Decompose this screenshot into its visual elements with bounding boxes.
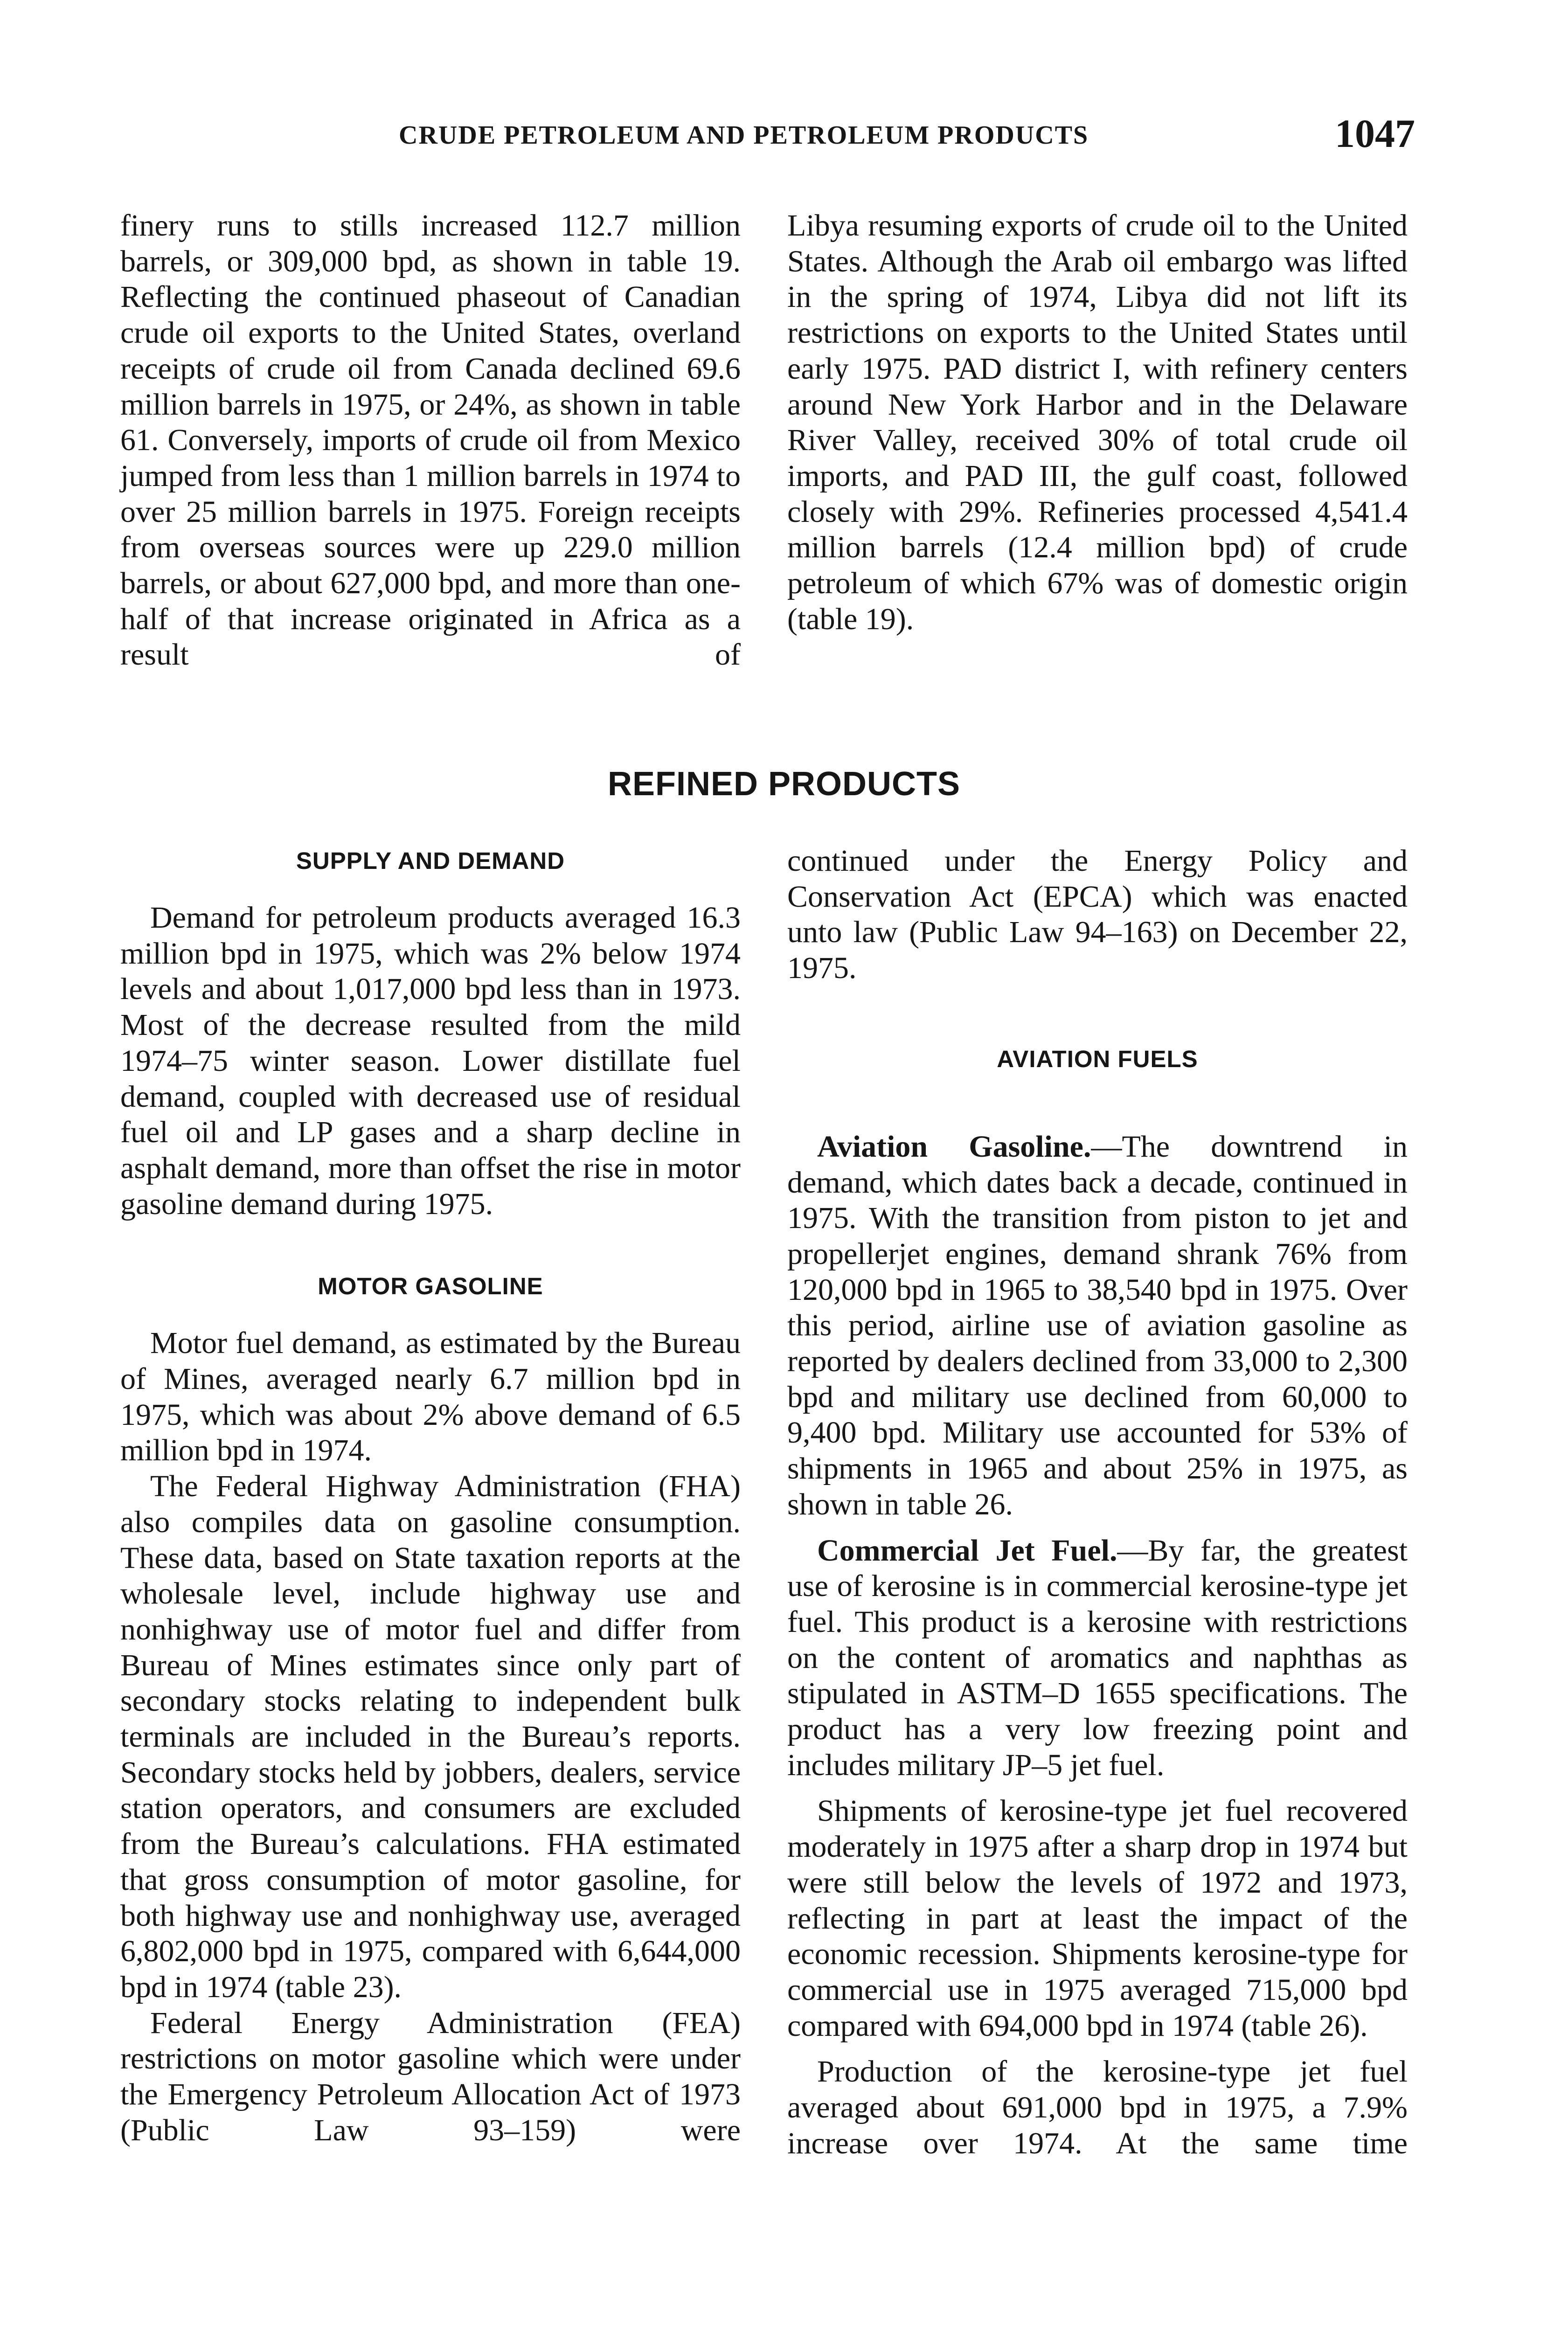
commercial-jet-fuel-lead: Commercial Jet Fuel.: [817, 1533, 1117, 1568]
aviation-gasoline-lead: Aviation Gasoline.: [817, 1129, 1091, 1164]
right-column-top: [787, 208, 1408, 637]
motor-fuel-demand-paragraph: Motor fuel demand, as estimated by the Bureau of Mines, averaged nearly 6.7 million bpd in 1975, which was about 2% above demand of 6.5 million bpd in 1974.: [120, 1326, 741, 1468]
page-number: 1047: [1335, 111, 1415, 156]
jet-fuel-shipments-paragraph: Shipments of kerosine-type jet fuel recovered moderately in 1975 after a sharp drop in 1974 but were still below the levels of 1972 and 1973, reflecting in part at least the impact of the economic recession. Shipments kerosine-type for commercial use in 1975 averaged 715,000 bpd compared with 694,000 bpd in 1974 (table 26).: [787, 1794, 1408, 2043]
epca-paragraph: continued under the Energy Policy and Conservation Act (EPCA) which was enacted unto law (Public Law 94–163) on December 22, 1975.: [787, 844, 1408, 986]
subhead-aviation-fuels: AVIATION FUELS: [997, 1045, 1198, 1072]
section-title-refined-products: REFINED PRODUCTS: [607, 765, 961, 803]
left-column-top: [120, 208, 741, 673]
fea-restrictions-paragraph: Federal Energy Administration (FEA) restrictions on motor gasoline which were under the Emergency Petroleum Allocation Act of 1973 (Public Law 93–159) were: [120, 2006, 741, 2147]
crude-imports-paragraph: finery runs to stills increased 112.7 million barrels, or 309,000 bpd, as shown in table 19. Reflecting the continued phaseout of Canadian crude oil exports to the United States, overland receipts of crude oil from Canada declined 69.6 million barrels in 1975, or 24%, as shown in table 61. Conversely, imports of crude oil from Mexico jumped from less than 1 million barrels in 1974 to over 25 million barrels in 1975. Foreign receipts from overseas sources were up 229.0 million barrels, or about 627,000 bpd, and more than one-half of that increase originated in Africa as a result of: [120, 208, 741, 672]
subhead-supply-and-demand: SUPPLY AND DEMAND: [296, 847, 565, 874]
running-head: [0, 0, 1568, 187]
aviation-gasoline-text: —The downtrend in demand, which dates back a decade, continued in 1975. With the transition from piston to jet and propellerjet engines, demand shrank 76% from 120,000 bpd in 1965 to 38,540 bpd in 1975. Over this period, airline use of aviation gasoline as reported by dealers declined from 33,000 to 2,300 bpd and military use declined from 60,000 to 9,400 bpd. Military use accounted for 53% of shipments in 1965 and about 25% in 1975, as shown in table 26.: [787, 1129, 1408, 1521]
commercial-jet-fuel-text: —By far, the greatest use of kerosine is in commercial kerosine-type jet fuel. This product is a kerosine with restrictions on the content of aromatics and naphthas as stipulated in ASTM–D 1655 specifications. The product has a very low freezing point and includes military JP–5 jet fuel.: [787, 1533, 1408, 1782]
fha-paragraph: The Federal Highway Administration (FHA) also compiles data on gasoline consumption. These data, based on State taxation reports at the wholesale level, include highway use and nonhighway use of motor fuel and differ from Bureau of Mines estimates since only part of secondary stocks relating to independent bulk terminals are included in the Bureau’s reports. Secondary stocks held by jobbers, dealers, service station operators, and consumers are excluded from the Bureau’s calculations. FHA estimated that gross consumption of motor gasoline, for both highway use and nonhighway use, averaged 6,802,000 bpd in 1975, compared with 6,644,000 bpd in 1974 (table 23).: [120, 1469, 741, 2004]
running-title: CRUDE PETROLEUM AND PETROLEUM PRODUCTS: [399, 121, 1089, 150]
aviation-gasoline-paragraph: [787, 1129, 1408, 1523]
left-column-lower: [120, 843, 741, 2149]
right-column-lower: [787, 843, 1408, 2162]
commercial-jet-fuel-paragraph: [787, 1533, 1408, 1784]
subhead-motor-gasoline: MOTOR GASOLINE: [318, 1273, 543, 1300]
libya-exports-paragraph: Libya resuming exports of crude oil to the United States. Although the Arab oil embargo was lifted in the spring of 1974, Libya did not lift its restrictions on exports to the United States until early 1975. PAD district I, with refinery centers around New York Harbor and in the Delaware River Valley, received 30% of total crude oil imports, and PAD III, the gulf coast, followed closely with 29%. Refineries processed 4,541.4 million barrels (12.4 million bpd) of crude petroleum of which 67% was of domestic origin (table 19).: [787, 208, 1408, 636]
supply-demand-paragraph: Demand for petroleum products averaged 16.3 million bpd in 1975, which was 2% below 1974 levels and about 1,017,000 bpd less than in 1973. Most of the decrease resulted from the mild 1974–75 winter season. Lower distillate fuel demand, coupled with decreased use of residual fuel oil and LP gases and a sharp decline in asphalt demand, more than offset the rise in motor gasoline demand during 1975.: [120, 901, 741, 1221]
jet-fuel-production-paragraph: Production of the kerosine-type jet fuel averaged about 691,000 bpd in 1975, a 7.9% increase over 1974. At the same time: [787, 2054, 1408, 2160]
